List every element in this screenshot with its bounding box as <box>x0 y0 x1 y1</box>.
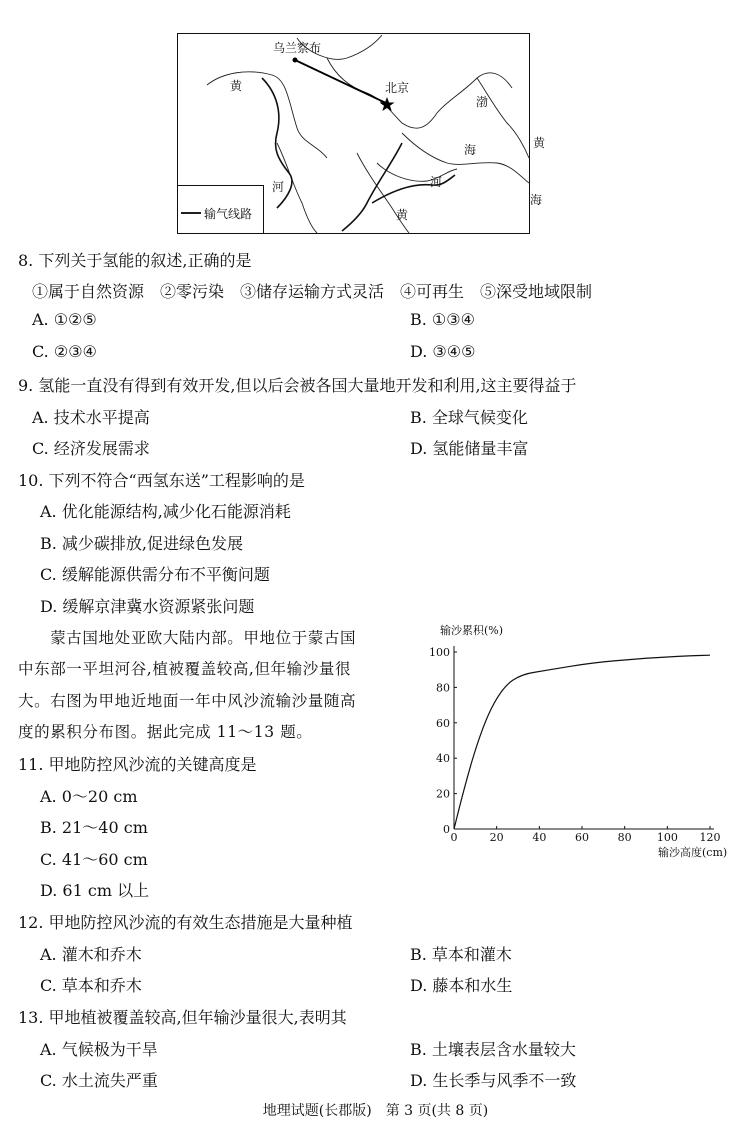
q10-option-d: D. 缓解京津冀水资源紧张问题 <box>40 597 255 616</box>
passage-line-2: 中东部一平坦河谷,植被覆盖较高,但年输沙量很 <box>18 660 352 678</box>
map-figure <box>177 33 546 234</box>
page-footer: 地理试题(长郡版) 第 3 页(共 8 页) <box>262 1103 489 1119</box>
chart-y-tick-label: 60 <box>436 716 450 730</box>
q9-option-d: D. 氢能储量丰富 <box>410 439 529 458</box>
q12-option-b: B. 草本和灌木 <box>410 945 512 964</box>
map-svg <box>177 33 530 234</box>
ulanqab-point <box>293 58 298 63</box>
q10-option-c: C. 缓解能源供需分布不平衡问题 <box>40 565 270 584</box>
q9-option-b: B. 全球气候变化 <box>410 408 528 427</box>
q9-option-a: A. 技术水平提高 <box>32 408 150 427</box>
q13-option-b: B. 土壤表层含水量较大 <box>410 1040 576 1059</box>
chart-y-tick-label: 100 <box>429 646 450 659</box>
q13-option-d: D. 生长季与风季不一致 <box>410 1071 577 1090</box>
q10-option-a: A. 优化能源结构,减少化石能源消耗 <box>40 502 291 521</box>
map-label-he-left: 河 <box>272 180 285 194</box>
passage-line-1: 蒙古国地处亚欧大陆内部。甲地位于蒙古国 <box>18 629 357 647</box>
q10-option-b: B. 减少碳排放,促进绿色发展 <box>40 534 244 553</box>
q13-stem: 13. 甲地植被覆盖较高,但年输沙量很大,表明其 <box>18 1008 347 1027</box>
q12-option-a: A. 灌木和乔木 <box>40 945 142 964</box>
chart-x-tick-label: 100 <box>656 831 678 844</box>
q12-stem: 12. 甲地防控风沙流的有效生态措施是大量种植 <box>18 913 353 932</box>
map-label-beijing: 北京 <box>385 81 410 95</box>
map-label-hai-bo: 海 <box>464 143 477 157</box>
q13-option-a: A. 气候极为干旱 <box>40 1040 158 1059</box>
q11-option-a: A. 0～20 cm <box>40 787 138 806</box>
q12-option-c: C. 草本和乔木 <box>40 976 142 995</box>
chart-x-tick-label: 40 <box>532 831 547 844</box>
chart-x-tick-label: 0 <box>450 831 458 844</box>
passage-line-4: 度的累积分布图。据此完成 11～13 题。 <box>18 723 313 741</box>
q8-items: ①属于自然资源 ②零污染 ③储存运输方式灵活 ④可再生 ⑤深受地域限制 <box>32 282 593 301</box>
chart-x-tick-label: 20 <box>489 831 504 844</box>
q12-option-d: D. 藤本和水生 <box>410 976 513 995</box>
map-legend-label: 输气线路 <box>204 207 253 221</box>
passage-line-3: 大。右图为甲地近地面一年中风沙流输沙量随高 <box>18 692 357 710</box>
sand-transport-chart <box>420 622 745 867</box>
q8-option-c: C. ②③④ <box>32 342 97 361</box>
chart-y-tick-label: 0 <box>443 823 450 836</box>
q9-stem: 9. 氢能一直没有得到有效开发,但以后会被各国大量地开发和利用,这主要得益于 <box>18 376 577 395</box>
q11-stem: 11. 甲地防控风沙流的关键高度是 <box>18 755 257 774</box>
q13-option-c: C. 水土流失严重 <box>40 1071 158 1090</box>
q8-stem: 8. 下列关于氢能的叙述,正确的是 <box>18 251 252 270</box>
q8-option-a: A. ①②⑤ <box>32 310 97 329</box>
chart-x-tick-label: 60 <box>575 831 589 844</box>
map-label-huang-right: 黄 <box>533 136 546 150</box>
chart-y-tick-label: 20 <box>436 787 450 801</box>
map-label-hai-right: 海 <box>530 193 543 207</box>
q11-option-b: B. 21～40 cm <box>40 818 148 837</box>
map-label-huang-left: 黄 <box>230 79 243 93</box>
q8-option-d: D. ③④⑤ <box>410 342 476 361</box>
q10-stem: 10. 下列不符合“西氢东送”工程影响的是 <box>18 471 305 490</box>
chart-x-tick-label: 120 <box>699 831 721 844</box>
map-label-ulanqab: 乌兰察布 <box>273 41 322 55</box>
chart-svg <box>420 622 745 867</box>
q11-option-d: D. 61 cm 以上 <box>40 881 150 900</box>
q9-option-c: C. 经济发展需求 <box>32 439 150 458</box>
cumulative-sand-curve <box>454 655 710 829</box>
map-label-bo: 渤 <box>476 95 489 109</box>
map-label-huang-bottom: 黄 <box>396 208 409 222</box>
q8-option-b: B. ①③④ <box>410 310 475 329</box>
chart-xlabel: 输沙高度(cm) <box>658 846 728 859</box>
chart-ylabel: 输沙累积(%) <box>440 624 504 637</box>
chart-y-tick-label: 80 <box>436 681 450 695</box>
chart-y-tick-label: 40 <box>436 752 450 766</box>
map-label-he-mid: 河 <box>430 175 443 189</box>
chart-x-tick-label: 80 <box>617 831 632 844</box>
q11-option-c: C. 41～60 cm <box>40 850 148 869</box>
